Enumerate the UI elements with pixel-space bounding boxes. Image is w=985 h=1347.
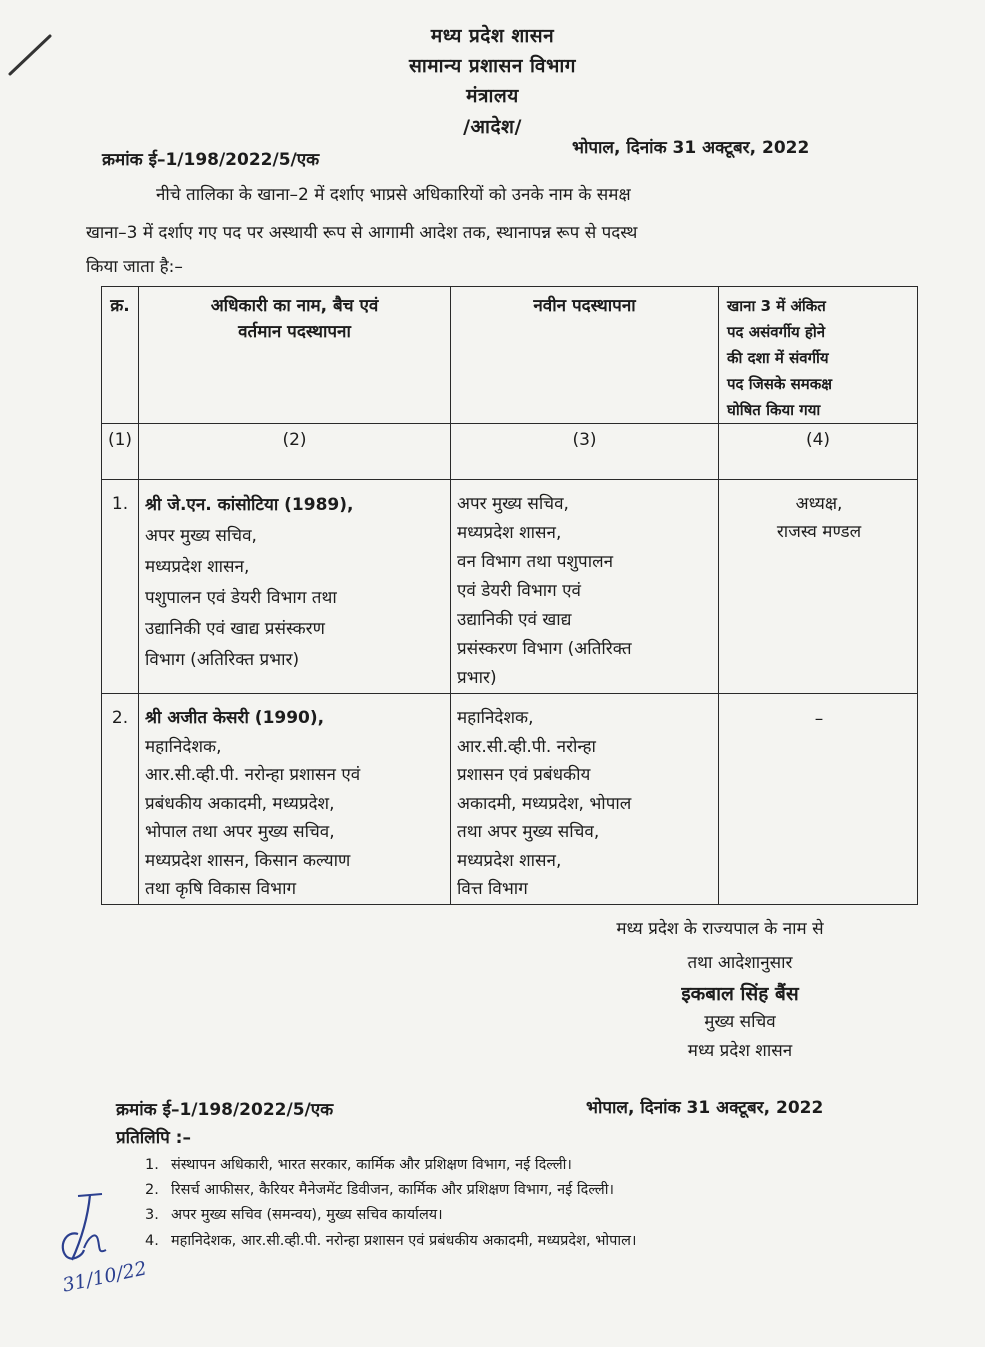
header-text: पद असंवर्गीय होने	[727, 323, 826, 341]
posting-line: वन विभाग तथा पशुपालन	[457, 552, 614, 572]
intro-line: नीचे तालिका के खाना–2 में दर्शाए भाप्रसे अधिकारियों को उनके नाम के समक्ष	[156, 185, 631, 205]
copy-item-text: रिसर्च आफीसर, कैरियर मैनेजमेंट डिवीजन, कार्मिक और प्रशिक्षण विभाग, नई दिल्ली।	[171, 1182, 614, 1198]
header-text: वर्तमान पदस्थापना	[238, 322, 351, 342]
copy-item-text: महानिदेशक, आर.सी.व्ही.पी. नरोन्हा प्रशासन एवं प्रबंधकीय अकादमी, मध्यप्रदेश, भोपाल।	[171, 1233, 637, 1249]
header-text: की दशा में संवर्गीय	[727, 349, 829, 367]
header-text: अधिकारी का नाम, बैच एवं	[210, 296, 379, 316]
signatory-designation: मुख्य सचिव	[704, 1012, 776, 1032]
officer-line: आर.सी.व्ही.पी. नरोन्हा प्रशासन एवं	[145, 765, 361, 785]
copy-list-item	[145, 1204, 443, 1224]
header-col-sno: क्र.	[102, 287, 139, 424]
column-number-row	[102, 424, 918, 480]
copy-place-date: भोपाल, दिनांक 31 अक्टूबर, 2022	[586, 1098, 824, 1118]
copy-item-number: 2.	[145, 1182, 159, 1198]
officer-name: श्री अजीत केसरी (1990),	[145, 708, 325, 728]
col-number: (1)	[102, 424, 139, 480]
header-col-officer	[139, 287, 451, 424]
copy-item-number: 3.	[145, 1207, 159, 1223]
posting-line: अकादमी, मध्यप्रदेश, भोपाल	[457, 793, 632, 814]
equivalent-line: अध्यक्ष,	[795, 494, 843, 514]
copy-list-item	[145, 1230, 636, 1250]
equivalent-line: राजस्व मण्डल	[776, 522, 862, 542]
posting-line: एवं डेयरी विभाग एवं	[457, 581, 582, 601]
col-number: (2)	[139, 424, 451, 480]
signature-authority-line2: तथा आदेशानुसार	[687, 953, 793, 973]
header-department: सामान्य प्रशासन विभाग	[409, 55, 576, 77]
row-sno: 1.	[102, 480, 139, 694]
posting-line: आर.सी.व्ही.पी. नरोन्हा	[457, 736, 596, 757]
officer-name: श्री जे.एन. कांसोटिया (1989),	[145, 495, 354, 515]
posting-line: प्रसंस्करण विभाग (अतिरिक्त	[457, 639, 632, 659]
row-sno: 2.	[102, 694, 139, 905]
posting-line: उद्यानिकी एवं खाद्य	[457, 610, 572, 630]
table-row	[102, 694, 918, 905]
header-text: खाना 3 में अंकित	[727, 297, 826, 315]
order-number: क्रमांक ई–1/198/2022/5/एक	[102, 150, 320, 170]
equivalent-cell	[719, 694, 918, 905]
copy-item-number: 1.	[145, 1157, 159, 1173]
copy-item-number: 4.	[145, 1233, 159, 1249]
posting-line: मध्यप्रदेश शासन,	[457, 850, 562, 871]
officer-cell	[139, 480, 451, 694]
officer-line: अपर मुख्य सचिव,	[145, 526, 257, 546]
officer-line: प्रबंधकीय अकादमी, मध्यप्रदेश,	[145, 793, 335, 814]
header-text: पद जिसके समकक्ष	[727, 375, 832, 393]
copy-item-text: संस्थापन अधिकारी, भारत सरकार, कार्मिक और प्रशिक्षण विभाग, नई दिल्ली।	[171, 1157, 572, 1173]
posting-table	[101, 286, 918, 905]
posting-line: वित्त विभाग	[457, 879, 528, 899]
officer-cell	[139, 694, 451, 905]
officer-line: उद्यानिकी एवं खाद्य प्रसंस्करण	[145, 619, 325, 639]
posting-line: तथा अपर मुख्य सचिव,	[457, 822, 600, 842]
handwritten-initials-mark	[48, 1190, 128, 1270]
intro-line: खाना–3 में दर्शाए गए पद पर अस्थायी रूप से आगामी आदेश तक, स्थानापन्न रूप से पदस्थ	[86, 223, 638, 243]
header-government: मध्य प्रदेश शासन	[430, 25, 555, 47]
copy-list-item	[145, 1179, 614, 1199]
header-text: घोषित किया गया	[727, 401, 821, 419]
copy-order-number: क्रमांक ई–1/198/2022/5/एक	[116, 1100, 334, 1120]
officer-line: भोपाल तथा अपर मुख्य सचिव,	[145, 822, 335, 842]
new-posting-cell	[451, 694, 719, 905]
signatory-name: इकबाल सिंह बैंस	[681, 983, 799, 1005]
header-col-new-posting: नवीन पदस्थापना	[451, 287, 719, 424]
posting-line: मध्यप्रदेश शासन,	[457, 523, 562, 543]
posting-line: प्रभार)	[457, 668, 497, 688]
equivalent-line: –	[814, 709, 824, 729]
officer-line: पशुपालन एवं डेयरी विभाग तथा	[145, 588, 337, 608]
header-col-equivalent	[719, 287, 918, 424]
officer-line: मध्यप्रदेश शासन,	[145, 557, 250, 577]
officer-line: महानिदेशक,	[145, 736, 222, 757]
equivalent-cell	[719, 480, 918, 694]
intro-paragraph	[86, 176, 916, 282]
signature-authority-line1: मध्य प्रदेश के राज्यपाल के नाम से	[616, 919, 824, 939]
intro-line: किया जाता है:–	[86, 257, 183, 277]
signatory-office: मध्य प्रदेश शासन	[687, 1041, 793, 1061]
order-place-date: भोपाल, दिनांक 31 अक्टूबर, 2022	[572, 138, 810, 158]
table-row	[102, 480, 918, 694]
posting-line: अपर मुख्य सचिव,	[457, 494, 569, 514]
copy-item-text: अपर मुख्य सचिव (समन्वय), मुख्य सचिव कार्यालय।	[171, 1207, 443, 1223]
officer-line: तथा कृषि विकास विभाग	[145, 879, 297, 899]
table-header-row	[102, 287, 918, 424]
officer-line: मध्यप्रदेश शासन, किसान कल्याण	[145, 850, 351, 871]
copy-list-item	[145, 1154, 572, 1174]
col-number: (4)	[719, 424, 918, 480]
header-order: /आदेश/	[463, 116, 522, 138]
posting-line: प्रशासन एवं प्रबंधकीय	[457, 765, 591, 785]
header-ministry: मंत्रालय	[466, 85, 519, 107]
handwritten-date: 31/10/22	[60, 1257, 149, 1297]
col-number: (3)	[451, 424, 719, 480]
new-posting-cell	[451, 480, 719, 694]
officer-line: विभाग (अतिरिक्त प्रभार)	[145, 650, 300, 670]
copy-label: प्रतिलिपि :–	[116, 1128, 191, 1148]
posting-line: महानिदेशक,	[457, 708, 534, 728]
